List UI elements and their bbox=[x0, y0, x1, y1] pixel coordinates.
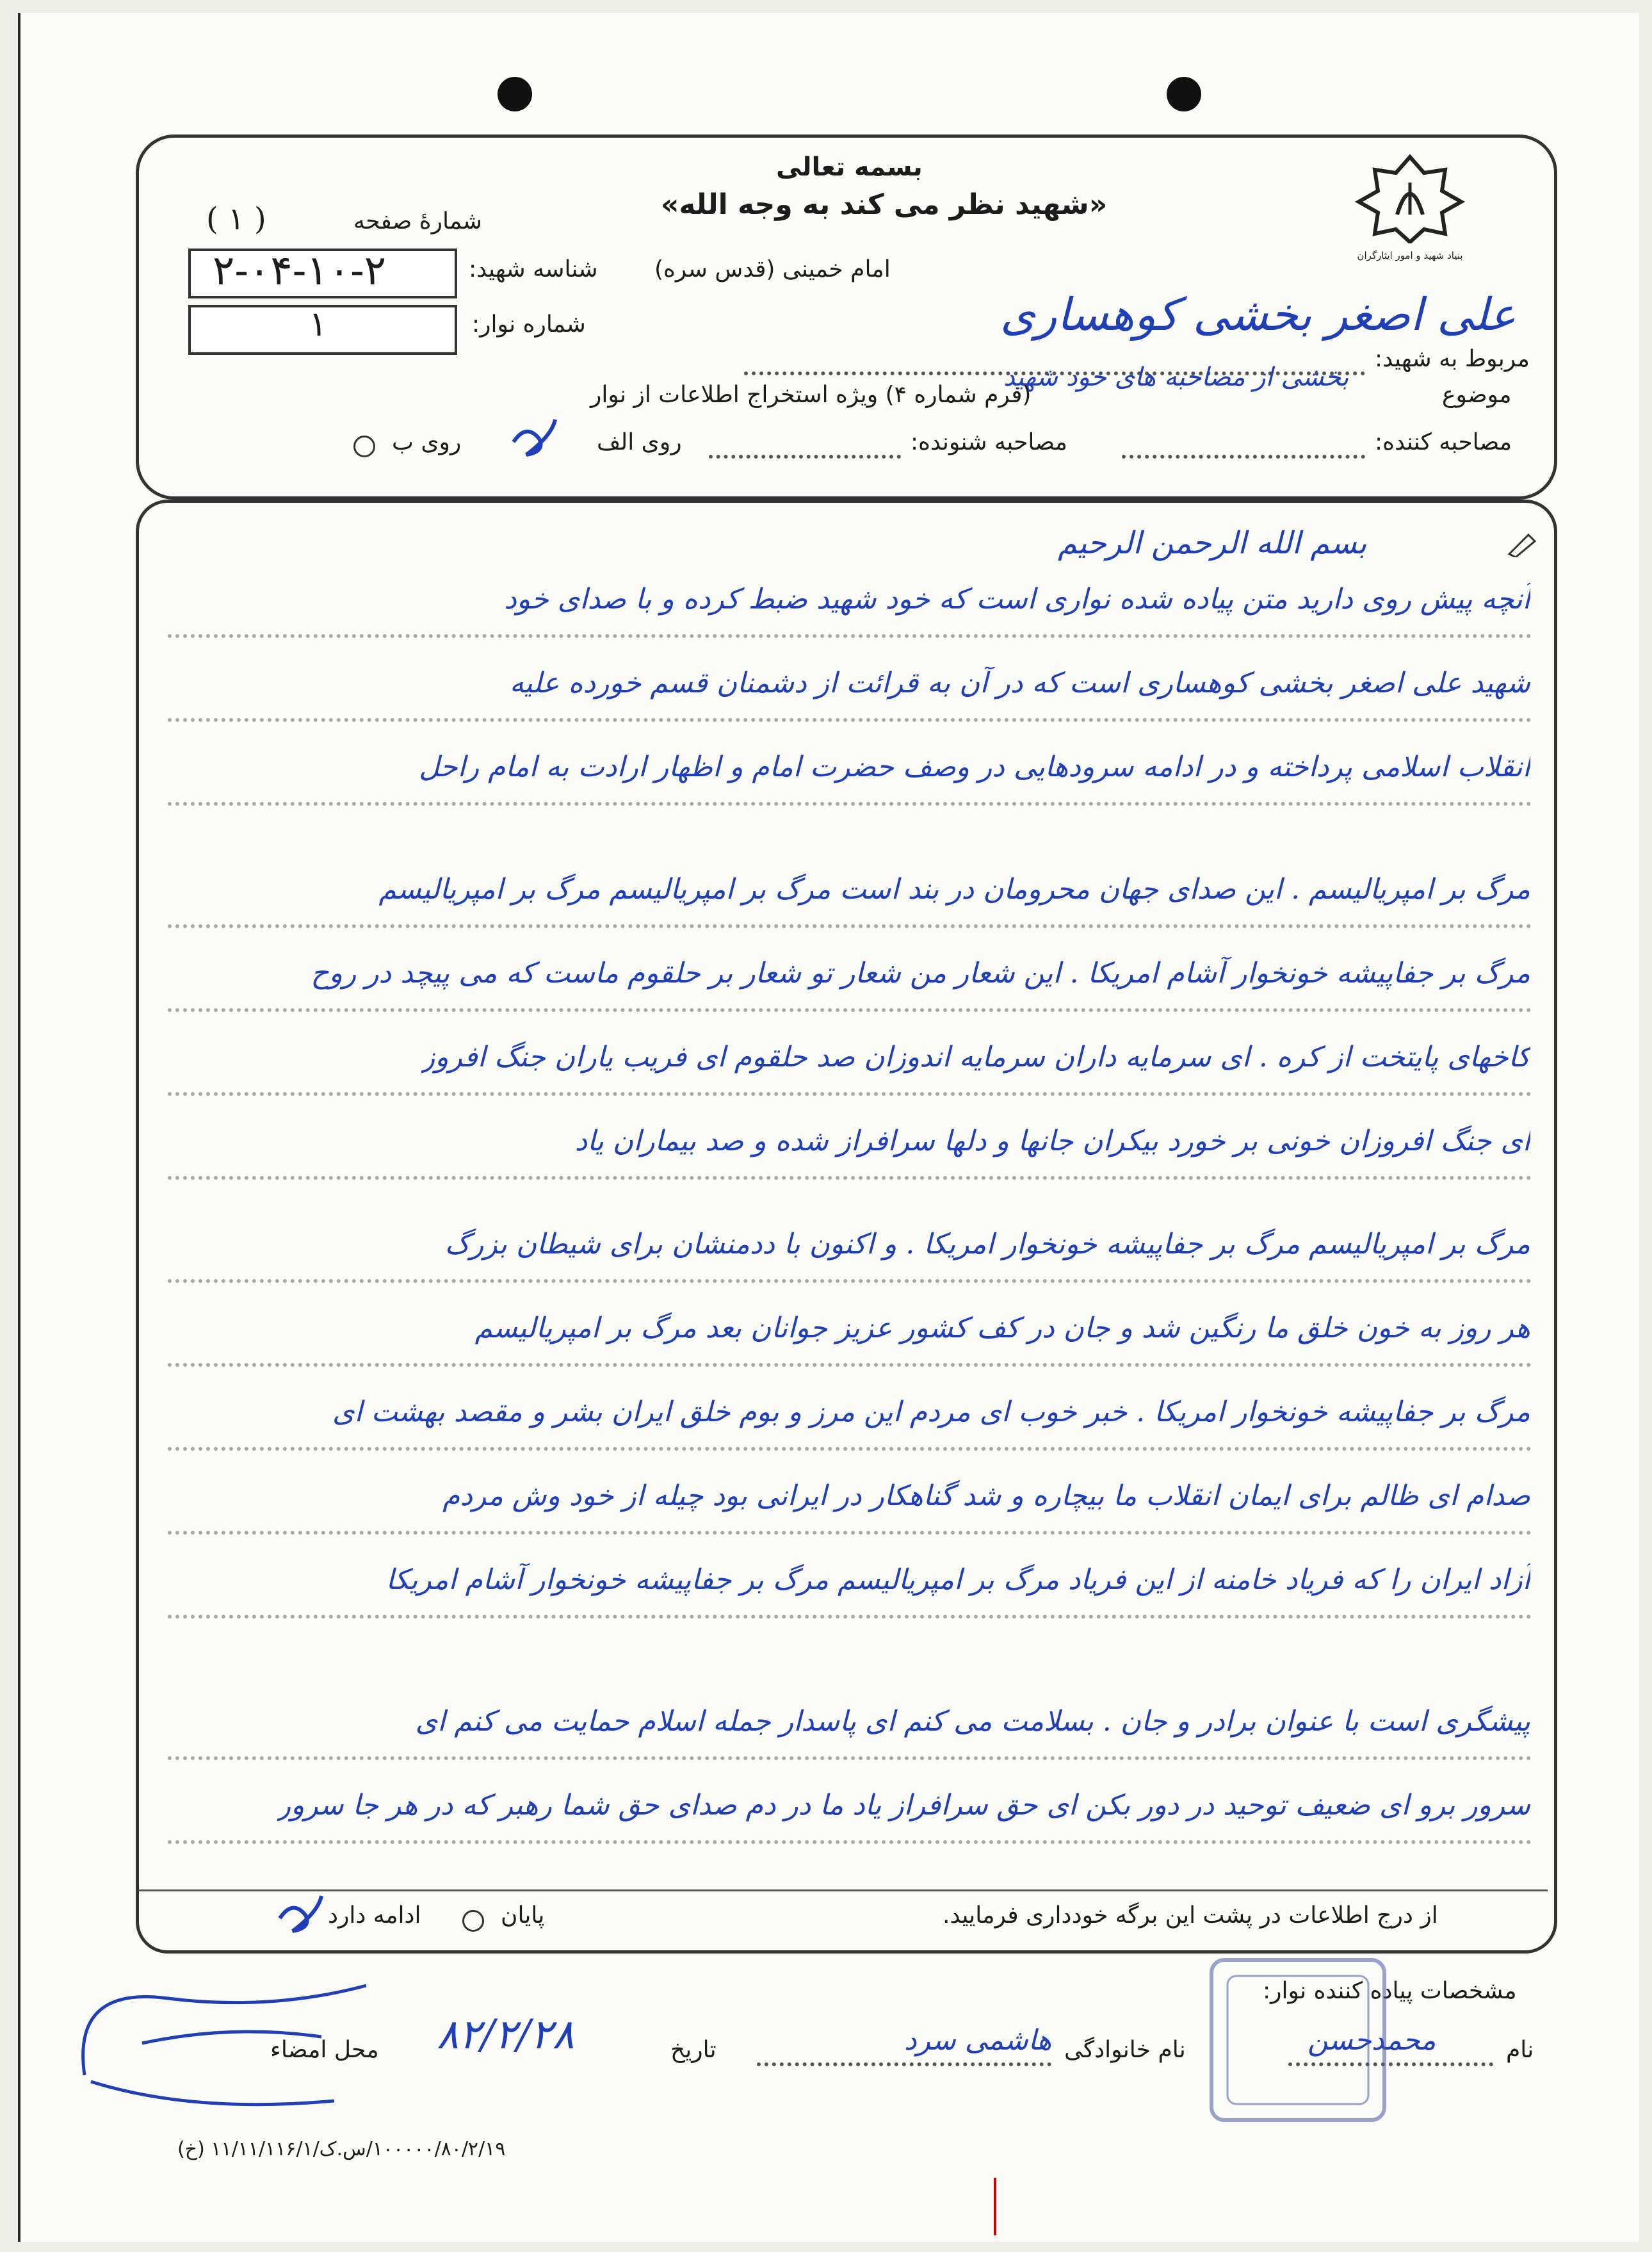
end-label: پایان bbox=[501, 1902, 545, 1929]
name-label: نام bbox=[1506, 2037, 1534, 2063]
logo-emblem-icon bbox=[1352, 154, 1468, 243]
body-opening: بسم الله الرحمن الرحیم bbox=[1058, 525, 1367, 561]
martyr-value: علی اصغر بخشی کوهساری bbox=[1000, 288, 1516, 341]
body-line: مرگ بر امپریالیسم مرگ بر جفاپیشه خونخوار امریکا . و اکنون با ددمنشان برای شیطان بزرگ bbox=[444, 1228, 1530, 1261]
foundation-logo bbox=[1340, 154, 1480, 282]
surname-label: نام خانوادگی bbox=[1064, 2037, 1186, 2063]
body-line: انقلاب اسلامی پرداخته و در ادامه سرودهایی در وصف حضرت امام و اظهار ارادت به امام راحل bbox=[419, 751, 1530, 783]
body-dotline bbox=[168, 718, 1532, 722]
body-line: آنچه پیش روی دارید متن پیاده شده نواری است که خود شهید ضبط کرده و با صدای خود bbox=[504, 583, 1530, 616]
continued-label: ادامه دارد bbox=[328, 1902, 421, 1929]
transcriber-label: مشخصات پیاده کننده نوار: bbox=[1263, 1978, 1517, 2004]
side-a-check-icon bbox=[507, 416, 558, 461]
bismillah-heading: بسمه تعالی bbox=[776, 152, 923, 182]
subject-value: بخشی از مصاحبه های خود شهید bbox=[1003, 363, 1349, 392]
body-dotline bbox=[168, 1840, 1532, 1844]
margin-mark bbox=[994, 2178, 996, 2235]
shahid-id-label: شناسه شهید: bbox=[469, 256, 598, 282]
tape-number-label: شماره نوار: bbox=[472, 311, 586, 338]
author-text: امام خمینی (قدس سره) bbox=[654, 256, 891, 282]
tape-number-value: ۱ bbox=[309, 304, 328, 344]
interviewee-dotline bbox=[709, 455, 901, 459]
body-line: شهید علی اصغر بخشی کوهساری است که در آن به قرائت از دشمنان قسم خورده علیه bbox=[509, 667, 1530, 699]
logo-caption: بنیاد شهید و امور ایثارگران bbox=[1357, 250, 1463, 261]
side-a-label: روی الف bbox=[597, 429, 682, 455]
body-dotline bbox=[168, 1092, 1532, 1096]
pen-icon bbox=[1506, 532, 1538, 557]
name-value: محمدحسن bbox=[1308, 2024, 1436, 2057]
body-dotline bbox=[168, 1279, 1532, 1283]
body-dotline bbox=[168, 1363, 1532, 1367]
subject-label: موضوع bbox=[1442, 382, 1512, 408]
page-number-value: ( ۱ ) bbox=[206, 201, 266, 237]
continued-check-icon bbox=[273, 1893, 325, 1938]
date-label: تاریخ bbox=[670, 2037, 717, 2063]
body-dotline bbox=[168, 634, 1532, 638]
document-sheet bbox=[18, 13, 1639, 2242]
surname-value: هاشمی سرد bbox=[904, 2024, 1052, 2057]
body-dotline bbox=[168, 1615, 1532, 1619]
body-line: پیشگری است با عنوان برادر و جان . بسلامت می کنم ای پاسدار جمله اسلام حمایت می کنم ای bbox=[415, 1705, 1530, 1738]
punch-hole-right bbox=[1167, 77, 1201, 111]
body-dotline bbox=[168, 1008, 1532, 1012]
surname-dotline bbox=[757, 2062, 1051, 2066]
signature-label: محل امضاء bbox=[270, 2037, 379, 2063]
body-dotline bbox=[168, 1447, 1532, 1451]
footer-divider bbox=[139, 1889, 1548, 1891]
official-stamp-icon bbox=[1199, 1947, 1404, 2139]
footer-note: از درج اطلاعات در پشت این برگه خودداری فرمایید. bbox=[943, 1902, 1438, 1929]
body-line: مرگ بر جفاپیشه خونخوار امریکا . خبر خوب ای مردم این مرز و بوم خلق ایران بشر و مقصد بهشت ای bbox=[332, 1396, 1530, 1428]
body-line: صدام ای ظالم برای ایمان انقلاب ما بیچاره و شد گناهکار در ایرانی بود چیله از خود وش مردم bbox=[442, 1480, 1530, 1512]
body-dotline bbox=[168, 924, 1532, 928]
body-line: آزاد ایران را که فریاد خامنه از این فریاد مرگ بر امپریالیسم مرگ بر جفاپیشه خونخوار آشام امریکا bbox=[385, 1563, 1530, 1596]
martyr-label: مربوط به شهید: bbox=[1375, 346, 1530, 372]
body-line: ای جنگ افروزان خونی بر خورد بیکران جانها و دلها سرافراز شده و صد بیماران یاد bbox=[574, 1125, 1530, 1157]
body-dotline bbox=[168, 1176, 1532, 1180]
page-number-label: شمارۀ صفحه bbox=[353, 208, 482, 234]
punch-hole-left bbox=[498, 77, 532, 111]
date-value: ۸۲/۲/۲۸ bbox=[437, 2011, 574, 2059]
body-dotline bbox=[168, 1531, 1532, 1535]
body-line: مرگ بر جفاپیشه خونخوار آشام امریکا . این شعار من شعار تو شعار بر حلقوم ماست که می پیچد در روح bbox=[311, 957, 1530, 990]
interviewer-dotline bbox=[1122, 455, 1365, 459]
form-title: (فرم شماره ۴) ویژه استخراج اطلاعات از نوار bbox=[590, 382, 1032, 408]
body-line: کاخهای پایتخت از کره . ای سرمایه داران سرمایه اندوزان صد حلقوم ای فریب یاران جنگ افروز bbox=[421, 1041, 1530, 1073]
shahid-id-value: ۲-۰۴-۱۰-۲ bbox=[213, 247, 387, 295]
body-dotline bbox=[168, 802, 1532, 806]
body-line: سرور برو ای ضعیف توحید در دور بکن ای حق سرافراز یاد ما در دم صدای حق شما رهبر که در هر جا سرور bbox=[277, 1789, 1530, 1822]
form-code: (خ) ۱۰۰۰۰۰/۸۰/۲/۱۹/س.ک/۱۱/۱۱/۱۱۶/۱ bbox=[177, 2138, 506, 2160]
side-b-label: روی ب bbox=[392, 429, 462, 455]
body-dotline bbox=[168, 1756, 1532, 1760]
body-line: هر روز به خون خلق ما رنگین شد و جان در کف کشور عزیز جوانان بعد مرگ بر امپریالیسم bbox=[474, 1312, 1530, 1344]
body-line: مرگ بر امپریالیسم . این صدای جهان محرومان در بند است مرگ بر امپریالیسم مرگ بر امپریالیسم bbox=[378, 873, 1530, 906]
interviewee-label: مصاحبه شنونده: bbox=[911, 429, 1067, 455]
quote-heading: «شهید نظر می کند به وجه الله» bbox=[661, 188, 1108, 221]
side-b-radio bbox=[353, 436, 375, 457]
signature-scribble-icon bbox=[65, 1947, 398, 2139]
interviewer-label: مصاحبه کننده: bbox=[1375, 429, 1512, 455]
end-radio bbox=[462, 1910, 484, 1932]
